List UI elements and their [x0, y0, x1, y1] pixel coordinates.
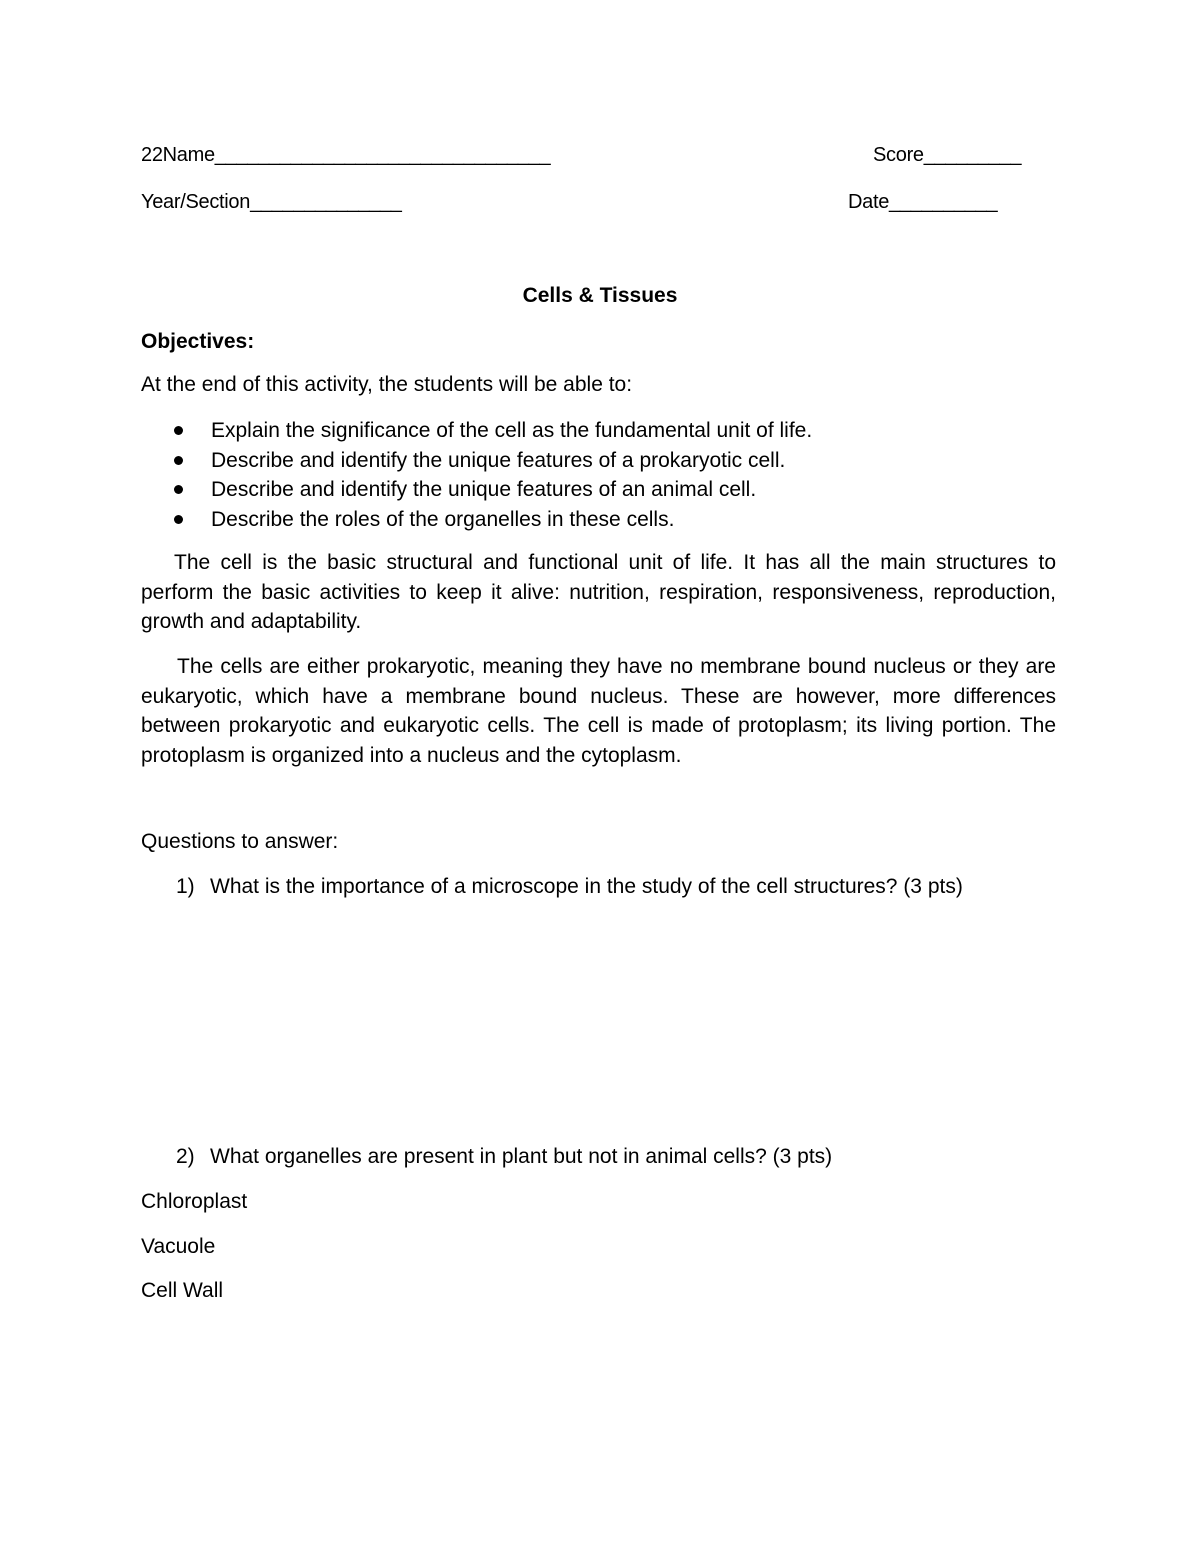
- answer-vacuole: Vacuole: [141, 1235, 216, 1258]
- name-field-label: 22Name_______________________________: [141, 144, 551, 166]
- list-item: [141, 446, 1041, 476]
- answer-chloroplast: Chloroplast: [141, 1190, 248, 1213]
- objectives-intro: At the end of this activity, the students will be able to:: [141, 373, 633, 396]
- question-text: What is the importance of a microscope in the study of the cell structures? (3 pts): [210, 875, 963, 898]
- list-item: [141, 475, 1041, 505]
- objectives-heading: Objectives:: [141, 330, 255, 353]
- bullet-icon: [174, 456, 183, 465]
- question-2: [176, 1145, 832, 1169]
- paragraph-cell-types: The cells are either prokaryotic, meaning they have no membrane bound nucleus or they are eukaryotic, which have a membrane bound nucleus. These are however, more differences between prokaryotic and eukaryotic cells. The cell is made of protoplasm; its living portion. The protoplasm is organized into a nucleus and the cytoplasm.: [141, 655, 1056, 767]
- list-item: [141, 416, 1041, 446]
- question-text: What organelles are present in plant but not in animal cells? (3 pts): [210, 1145, 833, 1168]
- bullet-icon: [174, 515, 183, 524]
- questions-heading: Questions to answer:: [141, 830, 339, 853]
- bullet-icon: [174, 426, 183, 435]
- question-1: [176, 875, 963, 899]
- objective-text: Explain the significance of the cell as the fundamental unit of life.: [211, 419, 813, 442]
- question-number: 2): [176, 1145, 195, 1168]
- score-field-label: Score_________: [873, 144, 1022, 166]
- objective-text: Describe the roles of the organelles in these cells.: [211, 508, 675, 532]
- objective-text: Describe and identify the unique features of a prokaryotic cell.: [211, 448, 786, 472]
- year-section-field-label: Year/Section______________: [141, 191, 402, 213]
- question-number: 1): [176, 875, 195, 898]
- date-field-label: Date__________: [848, 191, 998, 213]
- answer-cell-wall: Cell Wall: [141, 1279, 224, 1302]
- bullet-icon: [174, 485, 183, 494]
- objectives-list: [141, 416, 1041, 535]
- paragraph-cell-basics: The cell is the basic structural and functional unit of life. It has all the main structures to perform the basic activities to keep it alive: nutrition, respiration, responsiveness, reproduction, growth and adaptability.: [141, 551, 1056, 633]
- objective-text: Describe and identify the unique features of an animal cell.: [211, 478, 757, 502]
- list-item: [141, 505, 1041, 535]
- page-title: Cells & Tissues: [522, 284, 678, 307]
